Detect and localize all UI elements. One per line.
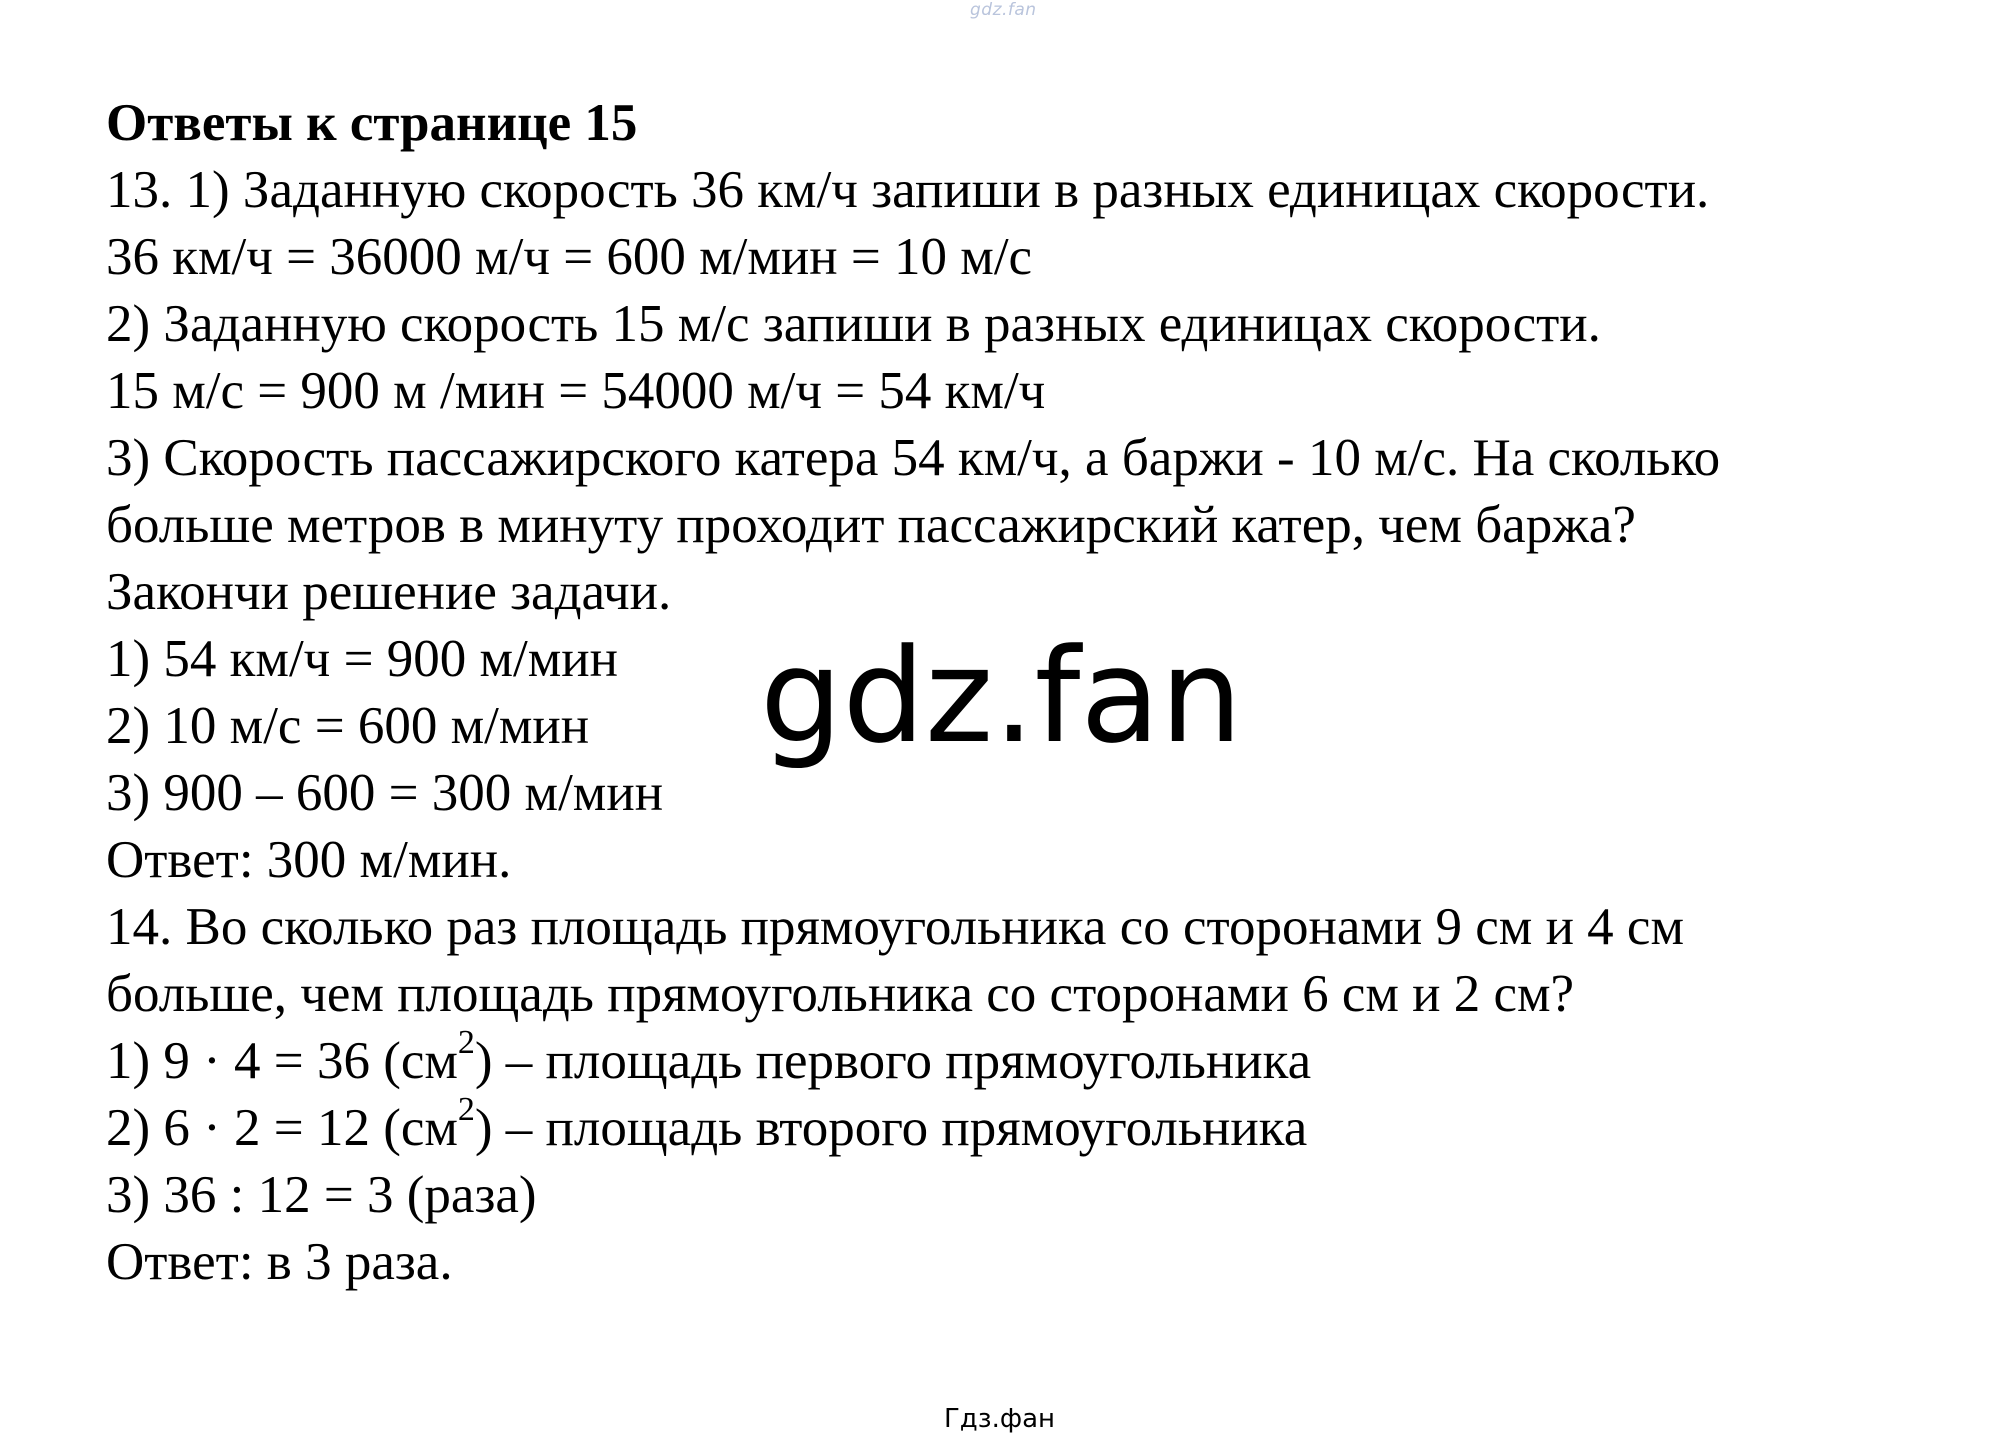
text-line: 2) Заданную скорость 15 м/с запиши в разных единицах скорости. bbox=[106, 295, 1601, 353]
area-line-second-after: ) – площадь второго прямоугольника bbox=[474, 1099, 1308, 1157]
page-title: Ответы к странице 15 bbox=[106, 94, 638, 152]
text-line: 2) 10 м/с = 600 м/мин bbox=[106, 697, 590, 755]
area-line-first-before: 1) 9 · 4 = 36 (см bbox=[106, 1032, 458, 1090]
answer-line: Ответ: в 3 раза. bbox=[106, 1233, 453, 1291]
text-line: Закончи решение задачи. bbox=[106, 563, 672, 621]
footer-label: Гдз.фан bbox=[943, 1404, 1056, 1434]
answer-line: Ответ: 300 м/мин. bbox=[106, 831, 512, 889]
superscript-two: 2 bbox=[457, 1024, 475, 1062]
area-line-first-after: ) – площадь первого прямоугольника bbox=[474, 1032, 1312, 1090]
text-line: 14. Во сколько раз площадь прямоугольника со сторонами 9 см и 4 см bbox=[106, 898, 1684, 956]
text-line: больше метров в минуту проходит пассажирский катер, чем баржа? bbox=[106, 496, 1636, 554]
text-line: 3) 900 – 600 = 300 м/мин bbox=[106, 764, 664, 822]
text-line: 13. 1) Заданную скорость 36 км/ч запиши в разных единицах скорости. bbox=[106, 161, 1710, 219]
superscript-two: 2 bbox=[457, 1091, 475, 1129]
text-line: больше, чем площадь прямоугольника со сторонами 6 см и 2 см? bbox=[106, 965, 1575, 1023]
center-watermark: gdz.fan bbox=[760, 620, 1243, 772]
top-watermark: gdz.fan bbox=[970, 0, 1037, 20]
text-line: 36 км/ч = 36000 м/ч = 600 м/мин = 10 м/с bbox=[106, 228, 1033, 286]
footer-text bbox=[0, 1404, 1993, 1434]
area-line-second bbox=[106, 1091, 1946, 1162]
text-line: 3) Скорость пассажирского катера 54 км/ч, а баржи - 10 м/с. На сколько bbox=[106, 429, 1721, 487]
text-line: 1) 54 км/ч = 900 м/мин bbox=[106, 630, 618, 688]
text-line: 15 м/с = 900 м /мин = 54000 м/ч = 54 км/ч bbox=[106, 362, 1046, 420]
area-line-first bbox=[106, 1024, 1946, 1095]
text-line: 3) 36 : 12 = 3 (раза) bbox=[106, 1166, 537, 1224]
area-line-second-before: 2) 6 · 2 = 12 (см bbox=[106, 1099, 458, 1157]
